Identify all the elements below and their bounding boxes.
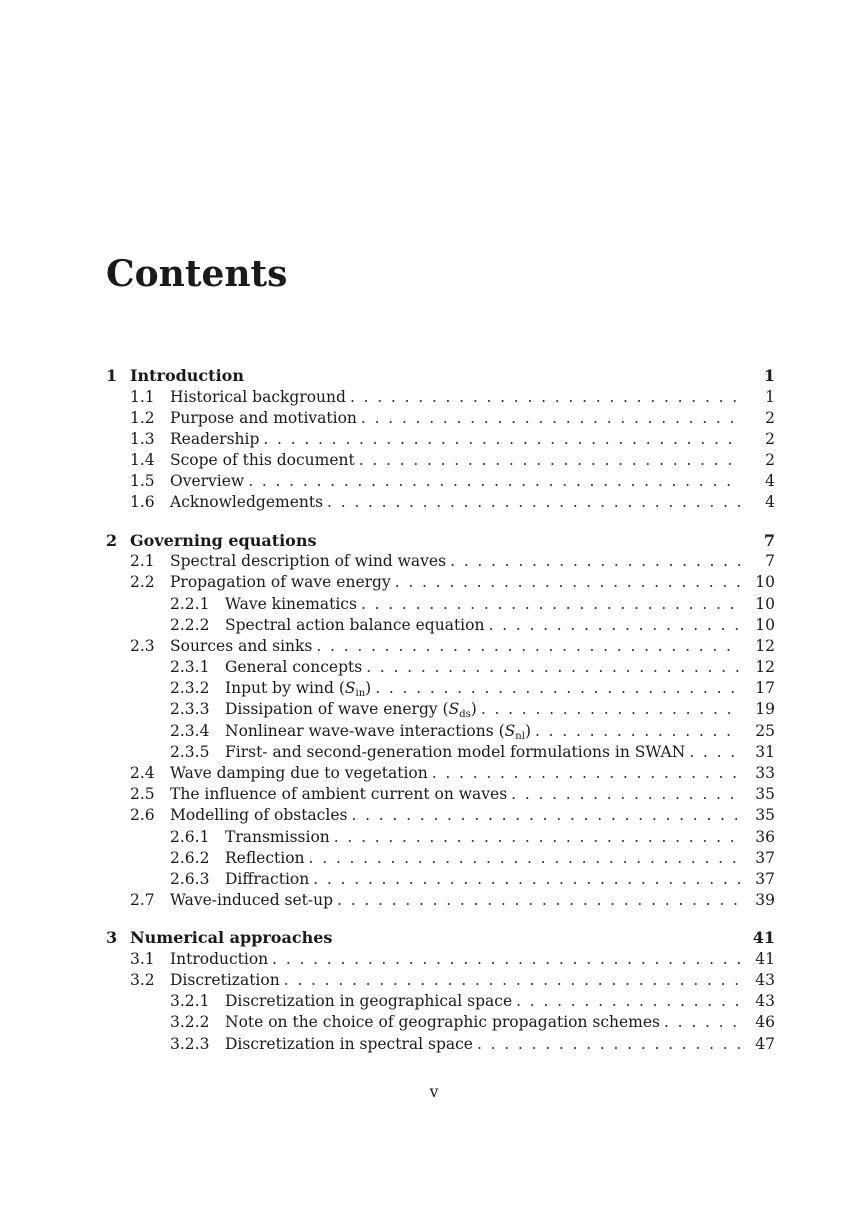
chapter-page-number: 1 — [763, 366, 775, 385]
entry-page-number: 2 — [765, 451, 775, 470]
entry-page-number: 37 — [755, 848, 775, 867]
dot-leader — [357, 408, 741, 429]
entry-page-number: 43 — [755, 992, 775, 1011]
toc-section-entry[interactable] — [106, 763, 775, 784]
entry-symbol: S — [448, 700, 460, 719]
entry-title — [170, 949, 268, 970]
entry-page-number: 12 — [755, 658, 775, 677]
dot-leader — [428, 763, 741, 784]
entry-title-tail: ) — [365, 679, 372, 698]
entry-title — [225, 1012, 660, 1033]
entry-title-text: Modelling of obstacles — [170, 806, 348, 825]
entry-title — [225, 615, 484, 636]
entry-number: 1.2 — [130, 408, 155, 427]
dot-leader — [280, 970, 741, 991]
entry-title — [225, 594, 357, 615]
toc-section-entry[interactable] — [106, 784, 775, 805]
entry-number: 1.4 — [130, 451, 155, 470]
chapter-page-number: 41 — [752, 928, 775, 948]
toc-section-entry[interactable] — [106, 805, 775, 826]
dot-leader — [244, 471, 741, 492]
toc-chapter-block — [106, 927, 775, 1054]
dot-leader — [660, 1012, 741, 1033]
entry-number: 2.5 — [130, 785, 155, 804]
entry-title — [225, 742, 685, 763]
entry-title — [170, 471, 244, 492]
entry-page-number: 17 — [755, 679, 775, 698]
chapter-page-number: 7 — [763, 530, 775, 550]
entry-number: 2.6.2 — [170, 848, 210, 867]
toc-subsection-entry[interactable] — [106, 869, 775, 890]
entry-title — [170, 805, 347, 826]
entry-number: 2.3.3 — [170, 700, 210, 719]
toc-chapter-entry[interactable] — [106, 530, 775, 552]
entry-title-text: Diffraction — [225, 869, 310, 888]
entry-number: 2.2 — [130, 573, 155, 592]
toc-section-entry[interactable] — [106, 408, 775, 429]
dot-leader — [531, 721, 741, 742]
entry-number: 2.1 — [130, 552, 155, 571]
dot-leader — [391, 572, 741, 593]
entry-number: 2.6.1 — [170, 827, 210, 846]
entry-number: 2.6 — [130, 806, 155, 825]
dot-leader — [512, 991, 741, 1012]
dot-leader — [259, 429, 741, 450]
toc-subsection-entry[interactable] — [106, 1012, 775, 1033]
entry-page-number: 10 — [755, 594, 775, 613]
entry-page-number: 36 — [755, 827, 775, 846]
toc-subsection-entry[interactable] — [106, 1034, 775, 1055]
entry-title — [170, 492, 323, 513]
table-of-contents — [106, 365, 775, 1071]
entry-page-number: 35 — [755, 785, 775, 804]
entry-title-text: Readership — [170, 429, 260, 448]
toc-chapter-entry[interactable] — [106, 927, 775, 949]
dot-leader — [371, 678, 741, 699]
entry-title-text: Spectral description of wind waves — [170, 552, 447, 571]
entry-page-number: 4 — [765, 472, 775, 491]
entry-symbol-subscript: nl — [515, 730, 525, 742]
entry-title-text: Discretization — [170, 971, 280, 989]
entry-title — [170, 970, 280, 991]
entry-number: 2.3.4 — [170, 721, 210, 740]
entry-number: 3.2 — [130, 971, 155, 989]
entry-title-text: Input by wind ( — [225, 679, 345, 698]
chapter-title: Governing equations — [130, 530, 317, 550]
entry-title-text: Wave-induced set-up — [170, 891, 334, 910]
dot-leader — [312, 636, 741, 657]
toc-subsection-entry[interactable] — [106, 657, 775, 678]
entry-title-text: Scope of this document — [170, 451, 355, 470]
dot-leader — [268, 949, 741, 970]
entry-title — [170, 572, 391, 593]
entry-title-text: Acknowledgements — [170, 493, 324, 512]
entry-page-number: 35 — [755, 806, 775, 825]
dot-leader — [507, 784, 741, 805]
dot-leader — [357, 594, 741, 615]
entry-number: 3.2.1 — [170, 992, 210, 1011]
entry-title — [170, 450, 355, 471]
entry-title-text: Reflection — [225, 848, 305, 867]
entry-number: 2.3 — [130, 636, 155, 655]
entry-page-number: 37 — [755, 869, 775, 888]
entry-title — [225, 991, 512, 1012]
toc-chapter-block — [106, 530, 775, 912]
entry-title-text: Note on the choice of geographic propagation schemes — [225, 1013, 661, 1032]
toc-subsection-entry[interactable] — [106, 848, 775, 869]
entry-title — [170, 636, 312, 657]
entry-title-text: Discretization in geographical space — [225, 992, 513, 1011]
entry-number: 2.3.5 — [170, 742, 210, 761]
entry-number: 3.2.2 — [170, 1013, 210, 1032]
entry-title-text: Purpose and motivation — [170, 408, 357, 427]
entry-title-tail: ) — [524, 721, 531, 740]
entry-title-text: Spectral action balance equation — [225, 615, 485, 634]
entry-page-number: 10 — [755, 615, 775, 634]
entry-title — [225, 721, 531, 742]
entry-number: 2.7 — [130, 891, 155, 910]
toc-chapter-entry[interactable] — [106, 365, 775, 387]
entry-number: 3.1 — [130, 949, 155, 968]
entry-page-number: 25 — [755, 721, 775, 740]
entry-number: 1.5 — [130, 472, 155, 491]
entry-page-number: 19 — [755, 700, 775, 719]
dot-leader — [309, 869, 741, 890]
entry-title — [225, 848, 305, 869]
entry-title-text: Wave kinematics — [225, 594, 357, 613]
chapter-title: Numerical approaches — [130, 928, 333, 948]
entry-symbol: S — [504, 721, 516, 740]
chapter-number: 3 — [106, 928, 118, 948]
entry-page-number: 46 — [755, 1013, 775, 1032]
dot-leader — [484, 615, 741, 636]
entry-page-number: 7 — [765, 552, 775, 571]
entry-title-text: Historical background — [170, 387, 346, 406]
entry-number: 2.3.1 — [170, 658, 210, 677]
entry-title — [170, 429, 259, 450]
toc-section-entry[interactable] — [106, 970, 775, 991]
entry-title-text: Wave damping due to vegetation — [170, 764, 428, 782]
entry-symbol-subscript: ds — [459, 709, 471, 721]
toc-section-entry[interactable] — [106, 492, 775, 513]
page-title: Contents — [106, 253, 288, 295]
toc-subsection-entry[interactable] — [106, 615, 775, 636]
entry-title-text: The influence of ambient current on waves — [170, 785, 508, 804]
entry-title-text: Discretization in spectral space — [225, 1034, 473, 1053]
entry-page-number: 39 — [755, 891, 775, 910]
dot-leader — [477, 699, 741, 720]
entry-title-text: Transmission — [225, 827, 330, 846]
toc-section-entry[interactable] — [106, 387, 775, 408]
entry-page-number: 10 — [755, 573, 775, 592]
dot-leader — [346, 387, 741, 408]
dot-leader — [446, 551, 741, 572]
toc-chapter-block — [106, 365, 775, 514]
toc-section-entry[interactable] — [106, 949, 775, 970]
toc-subsection-entry[interactable] — [106, 678, 775, 699]
entry-number: 3.2.3 — [170, 1034, 210, 1053]
entry-title — [170, 551, 446, 572]
entry-number: 2.6.3 — [170, 869, 210, 888]
entry-title — [170, 890, 333, 911]
dot-leader — [305, 848, 741, 869]
entry-title-tail: ) — [470, 700, 477, 719]
toc-subsection-entry[interactable] — [106, 991, 775, 1012]
entry-title — [170, 408, 357, 429]
toc-subsection-entry[interactable] — [106, 721, 775, 742]
entry-page-number: 31 — [755, 742, 775, 761]
entry-title-text: Dissipation of wave energy ( — [225, 700, 449, 719]
entry-title — [170, 763, 428, 784]
entry-title — [225, 657, 362, 678]
toc-subsection-entry[interactable] — [106, 742, 775, 763]
toc-section-entry[interactable] — [106, 429, 775, 450]
dot-leader — [330, 827, 741, 848]
toc-section-entry[interactable] — [106, 572, 775, 593]
chapter-title: Introduction — [130, 366, 244, 385]
entry-title-text: Introduction — [170, 949, 269, 968]
entry-page-number: 2 — [765, 429, 775, 448]
entry-title — [225, 827, 330, 848]
entry-title-text: Overview — [170, 472, 245, 491]
entry-page-number: 2 — [765, 408, 775, 427]
entry-title — [225, 678, 371, 699]
entry-title-text: General concepts — [225, 658, 363, 677]
entry-title-text: First- and second-generation model formulations in SWAN — [225, 742, 686, 761]
toc-section-entry[interactable] — [106, 551, 775, 572]
dot-leader — [323, 492, 741, 513]
toc-section-entry[interactable] — [106, 636, 775, 657]
entry-number: 1.6 — [130, 493, 155, 512]
entry-page-number: 43 — [755, 971, 775, 989]
entry-page-number: 12 — [755, 636, 775, 655]
entry-page-number: 4 — [765, 493, 775, 512]
entry-number: 2.3.2 — [170, 679, 210, 698]
dot-leader — [685, 742, 741, 763]
toc-subsection-entry[interactable] — [106, 594, 775, 615]
entry-title — [170, 784, 507, 805]
chapter-number: 2 — [106, 530, 118, 550]
toc-section-entry[interactable] — [106, 890, 775, 911]
toc-subsection-entry[interactable] — [106, 699, 775, 720]
entry-symbol-subscript: in — [355, 688, 366, 700]
entry-title-text: Propagation of wave energy — [170, 573, 391, 592]
toc-subsection-entry[interactable] — [106, 827, 775, 848]
entry-title-text: Nonlinear wave-wave interactions ( — [225, 721, 505, 740]
page-number: v — [429, 1083, 439, 1101]
toc-section-entry[interactable] — [106, 471, 775, 492]
entry-title-text: Sources and sinks — [170, 636, 313, 655]
entry-number: 2.2.2 — [170, 615, 210, 634]
entry-title — [225, 869, 309, 890]
chapter-number: 1 — [106, 366, 118, 385]
entry-number: 1.1 — [130, 387, 155, 406]
entry-page-number: 33 — [755, 764, 775, 782]
entry-page-number: 41 — [755, 949, 775, 968]
entry-number: 1.3 — [130, 429, 155, 448]
entry-title — [225, 699, 477, 720]
dot-leader — [473, 1034, 741, 1055]
entry-number: 2.4 — [130, 764, 155, 782]
dot-leader — [347, 805, 741, 826]
entry-number: 2.2.1 — [170, 594, 210, 613]
entry-symbol: S — [344, 679, 356, 698]
entry-title — [170, 387, 346, 408]
dot-leader — [333, 890, 741, 911]
dot-leader — [355, 450, 741, 471]
entry-title — [225, 1034, 473, 1055]
entry-page-number: 47 — [755, 1034, 775, 1053]
dot-leader — [362, 657, 741, 678]
toc-section-entry[interactable] — [106, 450, 775, 471]
entry-page-number: 1 — [765, 387, 775, 406]
